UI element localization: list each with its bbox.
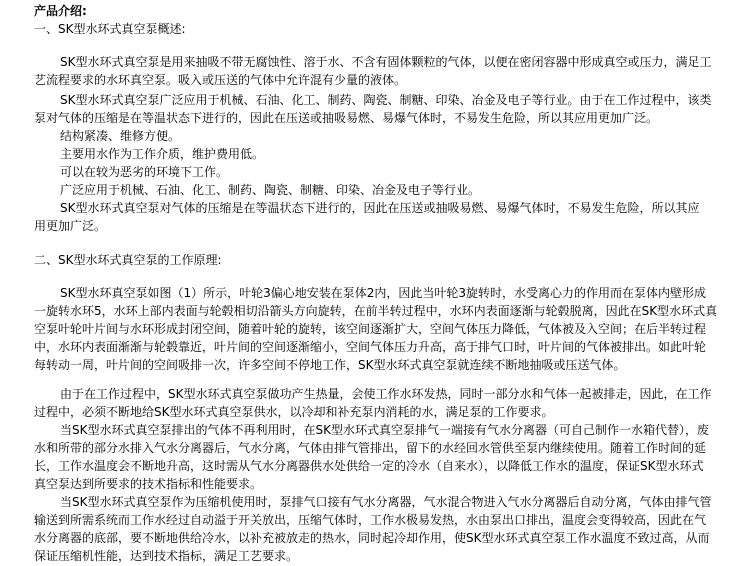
section-1-heading: 一、SK型水环式真空泵概述: <box>34 22 186 36</box>
section-1-p3-line-2: 用更加广泛。 <box>34 219 107 233</box>
section-2-p1-line-1: SK型水环真空泵如图（1）所示，叶轮3偏心地安装在泵体2内，因此当叶轮3旋转时，水受离心力的作用而在泵体内壁形成 <box>60 286 707 300</box>
section-1-p2-line-1: SK型水环式真空泵广泛应用于机械、石油、化工、制药、陶瓷、制糖、印染、冶金及电子等行业。由于在工作过程中，该类 <box>60 93 712 107</box>
section-2-p3-line-1: 当SK型水环式真空泵排出的气体不再利用时，在SK型水环式真空泵排气一端接有气水分离器（可自己制作一水箱代替），废 <box>60 423 709 437</box>
feature-item: 结构紧凑、维修方便。 <box>60 129 181 143</box>
section-1-p1-line-2: 艺流程要求的水环真空泵。吸入或压送的气体中允许混有少量的液体。 <box>34 73 407 87</box>
section-2-p3-line-3: 长，工作水温度会不断地升高，这时需从气水分离器供水处供给一定的冷水（自来水），以降低工作水的温度，保证SK型水环式 <box>34 459 704 473</box>
section-2-p1-line-4: 中，水环内表面渐渐与轮毂靠近，叶片间的空间逐渐缩小，空间气体压力升高，高于排气口时，叶片间的气体被排出。如此叶轮 <box>34 340 707 354</box>
section-2-p4-line-4: 保证压缩机性能，达到技术指标，满足工艺要求。 <box>34 549 299 563</box>
section-2-p4-line-2: 输送到所需系统而工作水经过自动溢于开关放出，压缩气体时，工作水极易发热，水由泵出口排出，温度会变得较高，因此在气 <box>34 513 707 527</box>
section-2-p2-line-2: 过程中，必须不断地给SK型水环式真空泵供水，以冷却和补充泵内消耗的水，满足泵的工作要求。 <box>34 405 554 419</box>
section-2-p1-line-5: 每转动一周，叶片间的空间吸排一次，许多空间不停地工作，SK型水环式真空泵就连续不断地抽吸或压送气体。 <box>34 358 626 372</box>
section-2-p1-line-2: 一旋转水环5，水环上部内表面与轮毂相切沿箭头方向旋转，在前半转过程中，水环内表面逐渐与轮毂脱离，因此在SK型水环式真 <box>34 304 718 318</box>
page-title: 产品介绍: <box>34 4 87 18</box>
feature-item: 广泛应用于机械、石油、化工、制药、陶瓷、制糖、印染、冶金及电子等行业。 <box>60 183 481 197</box>
section-2-p3-line-2: 水和所带的部分水排入气水分离器后，气水分离，气体由排气管排出，留下的水经回水管供至泵内继续使用。随着工作时间的延 <box>34 441 707 455</box>
section-2-p3-line-4: 真空泵达到所要求的技术指标和性能要求。 <box>34 477 263 491</box>
section-1-p3-line-1: SK型水环式真空泵对气体的压缩是在等温状态下进行的，因此在压送或抽吸易燃、易爆气体时，不易发生危险，所以其应 <box>60 201 700 215</box>
section-2-p1-line-3: 空泵叶轮叶片间与水环形成封闭空间，随着叶轮的旋转，该空间逐渐扩大，空间气体压力降低，气体被及入空间；在后半转过程 <box>34 322 707 336</box>
section-2-heading: 二、SK型水环式真空泵的工作原理: <box>34 253 222 267</box>
section-1-p1-line-1: SK型水环式真空泵是用来抽吸不带无腐蚀性、溶于水、不含有固体颗粒的气体，以便在密闭容器中形成真空或压力，满足工 <box>60 55 712 69</box>
section-2-p4-line-3: 水分离器的底部，要不断地供给冷水，以补充被放走的热水，同时起冷却作用，使SK型水环式真空泵工作水温度不致过高，从而 <box>34 531 710 545</box>
section-2-p4-line-1: 当SK型水环式真空泵作为压缩机使用时，泵排气口接有气水分离器，气水混合物进入气水分离器后自动分离，气体由排气管 <box>60 495 712 509</box>
section-1-p2-line-2: 泵对气体的压缩是在等温状态下进行的，因此在压送或抽吸易燃、易爆气体时，不易发生危险，所以其应用更加广泛。 <box>34 111 659 125</box>
section-2-p2-line-1: 由于在工作过程中，SK型水环式真空泵做功产生热量，会使工作水环发热，同时一部分水和气体一起被排走，因此，在工作 <box>60 387 712 401</box>
feature-item: 主要用水作为工作介质，维护费用低。 <box>60 147 265 161</box>
feature-item: 可以在较为恶劣的环境下工作。 <box>60 165 229 179</box>
